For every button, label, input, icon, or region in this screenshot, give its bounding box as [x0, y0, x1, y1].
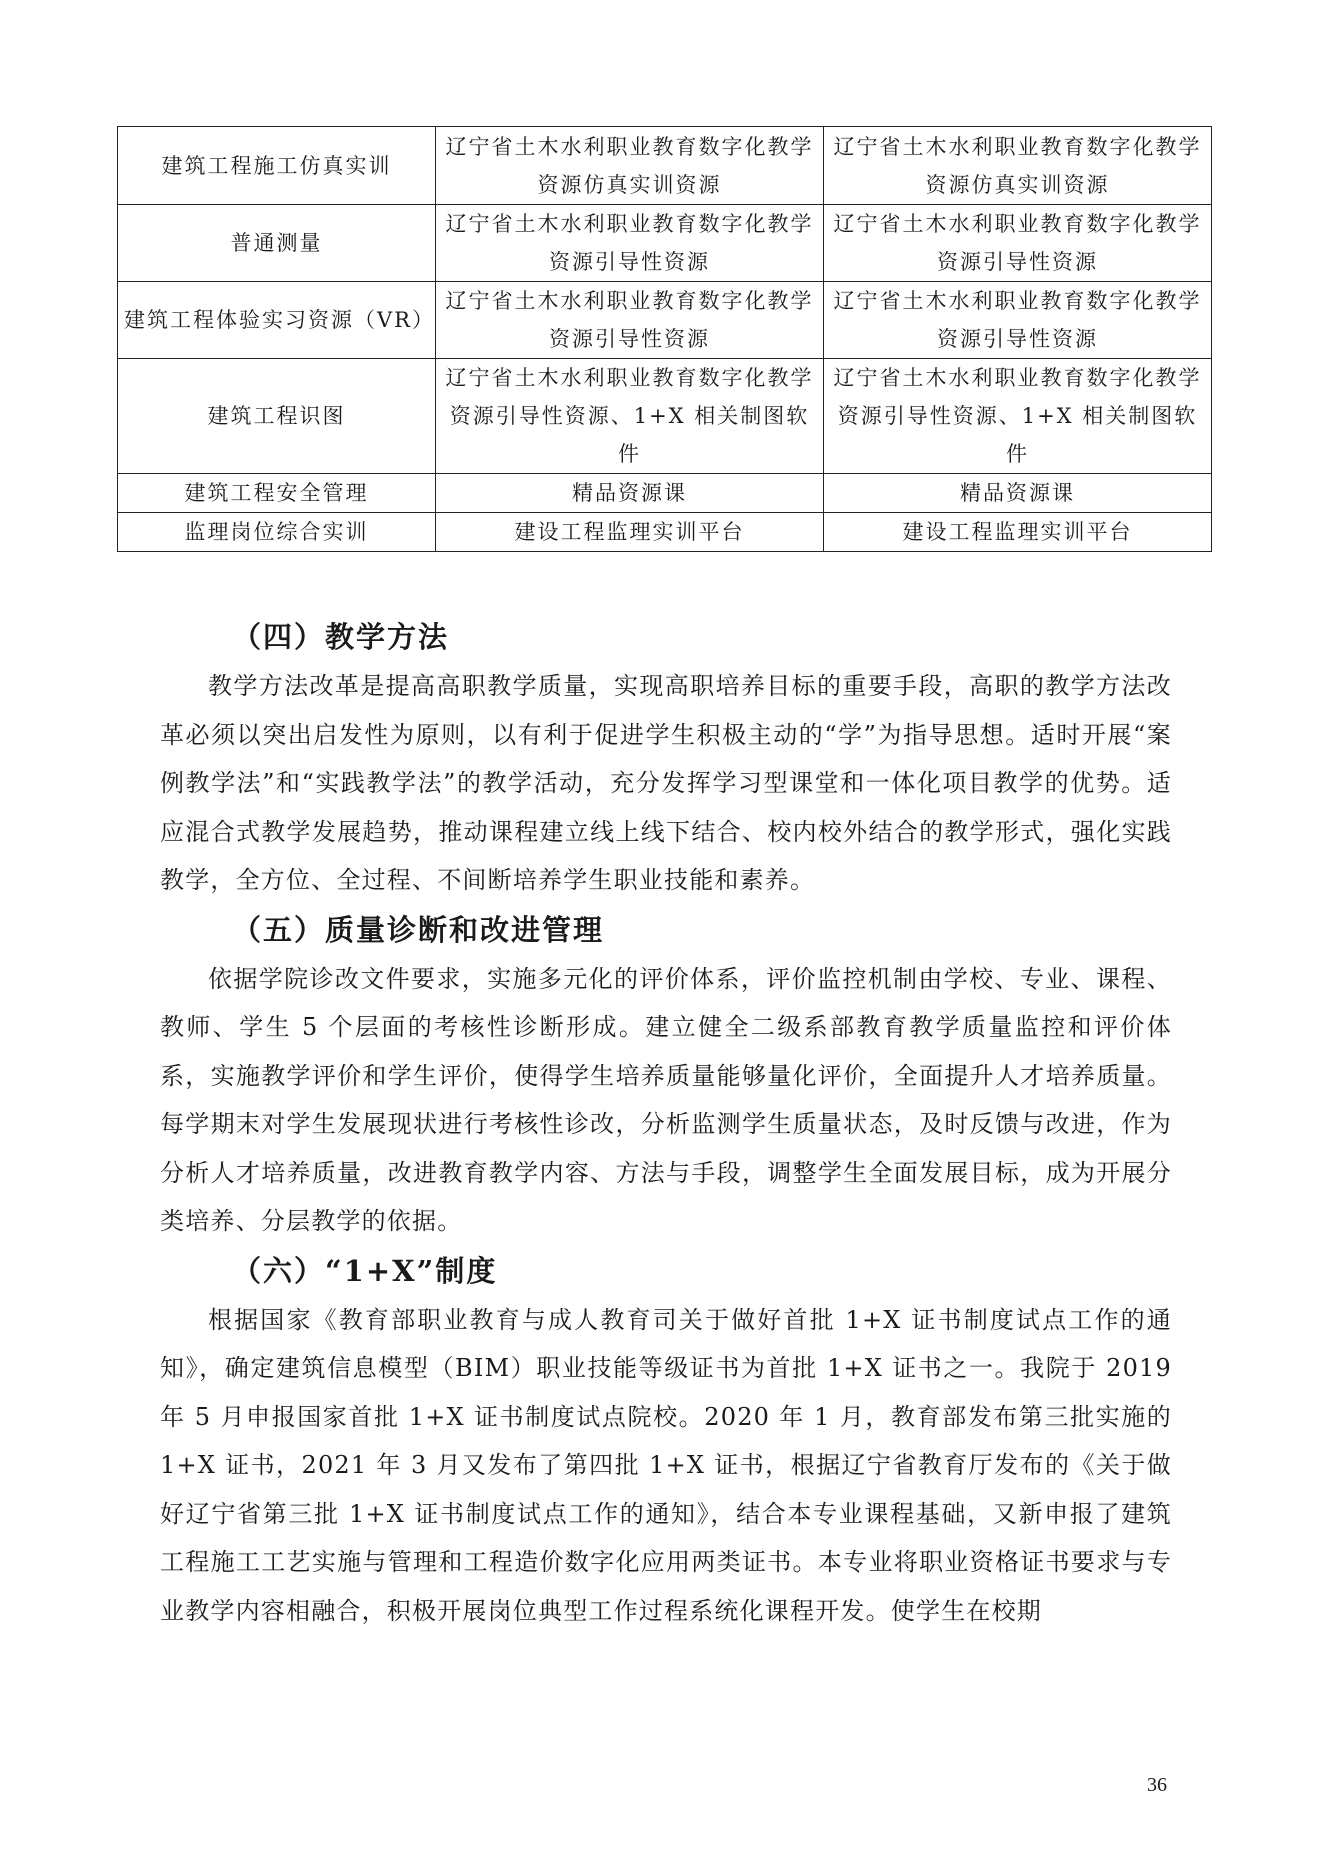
section-paragraph-quality-diagnosis: 依据学院诊改文件要求，实施多元化的评价体系，评价监控机制由学校、专业、课程、教师、学生 5 个层面的考核性诊断形成。建立健全二级系部教育教学质量监控和评价体系，实施教学评价和学生评价，使得学生培养质量能够量化评价，全面提升人才培养质量。每学期末对学生发展现状进行考核性诊改，分析监测学生质量状态，及时反馈与改进，作为分析人才培养质量，改进教育教学内容、方法与手段，调整学生全面发展目标，成为开展分类培养、分层教学的依据。 — [160, 964, 1172, 1235]
table-row — [118, 282, 1212, 359]
resource-cell: 辽宁省土木水利职业教育数字化教学资源引导性资源 — [436, 205, 824, 282]
course-cell: 监理岗位综合实训 — [118, 513, 436, 552]
resource-cell: 辽宁省土木水利职业教育数字化教学资源仿真实训资源 — [436, 127, 824, 205]
course-cell: 普通测量 — [118, 205, 436, 282]
section-paragraph-1x-system: 根据国家《教育部职业教育与成人教育司关于做好首批 1+X 证书制度试点工作的通知》，确定建筑信息模型（BIM）职业技能等级证书为首批 1+X 证书之一。我院于 2019 年 5 月申报国家首批 1+X 证书制度试点院校。2020 年 1 月，教育部发布第三批实施的 1+X 证书，2021 年 3 月又发布了第四批 1+X 证书，根据辽宁省教育厅发布的《关于做好辽宁省第三批 1+X 证书制度试点工作的通知》，结合本专业课程基础，又新申报了建筑工程施工工艺实施与管理和工程造价数字化应用两类证书。本专业将职业资格证书要求与专业教学内容相融合，积极开展岗位典型工作过程系统化课程开发。使学生在校期 — [160, 1305, 1172, 1625]
resource-cell: 建设工程监理实训平台 — [824, 513, 1212, 552]
section-heading-1x-system: （六）“1+X”制度 — [232, 1253, 498, 1288]
section-heading-teaching-methods: （四）教学方法 — [232, 620, 450, 654]
resource-cell: 精品资源课 — [824, 474, 1212, 513]
resource-cell: 辽宁省土木水利职业教育数字化教学资源引导性资源、1+X 相关制图软件 — [436, 359, 824, 474]
page-number: 36 — [1147, 1774, 1167, 1796]
table-row — [118, 474, 1212, 513]
table-row — [118, 359, 1212, 474]
resource-cell: 辽宁省土木水利职业教育数字化教学资源引导性资源 — [436, 282, 824, 359]
resource-cell: 辽宁省土木水利职业教育数字化教学资源引导性资源、1+X 相关制图软件 — [824, 359, 1212, 474]
resource-cell: 辽宁省土木水利职业教育数字化教学资源仿真实训资源 — [824, 127, 1212, 205]
resource-table — [117, 126, 1212, 552]
course-cell: 建筑工程体验实习资源（VR） — [118, 282, 436, 359]
resource-cell: 辽宁省土木水利职业教育数字化教学资源引导性资源 — [824, 205, 1212, 282]
section-heading-quality-diagnosis: （五）质量诊断和改进管理 — [232, 912, 605, 947]
resource-cell: 精品资源课 — [436, 474, 824, 513]
table-row — [118, 205, 1212, 282]
resource-cell: 建设工程监理实训平台 — [436, 513, 824, 552]
resource-cell: 辽宁省土木水利职业教育数字化教学资源引导性资源 — [824, 282, 1212, 359]
body-content — [160, 612, 1172, 1635]
course-cell: 建筑工程识图 — [118, 359, 436, 474]
table-row — [118, 513, 1212, 552]
course-cell: 建筑工程施工仿真实训 — [118, 127, 436, 205]
course-cell: 建筑工程安全管理 — [118, 474, 436, 513]
table-row — [118, 127, 1212, 205]
section-paragraph-teaching-methods: 教学方法改革是提高高职教学质量，实现高职培养目标的重要手段，高职的教学方法改革必须以突出启发性为原则，以有利于促进学生积极主动的“学”为指导思想。适时开展“案例教学法”和“实践教学法”的教学活动，充分发挥学习型课堂和一体化项目教学的优势。适应混合式教学发展趋势，推动课程建立线上线下结合、校内校外结合的教学形式，强化实践教学，全方位、全过程、不间断培养学生职业技能和素养。 — [160, 672, 1172, 894]
